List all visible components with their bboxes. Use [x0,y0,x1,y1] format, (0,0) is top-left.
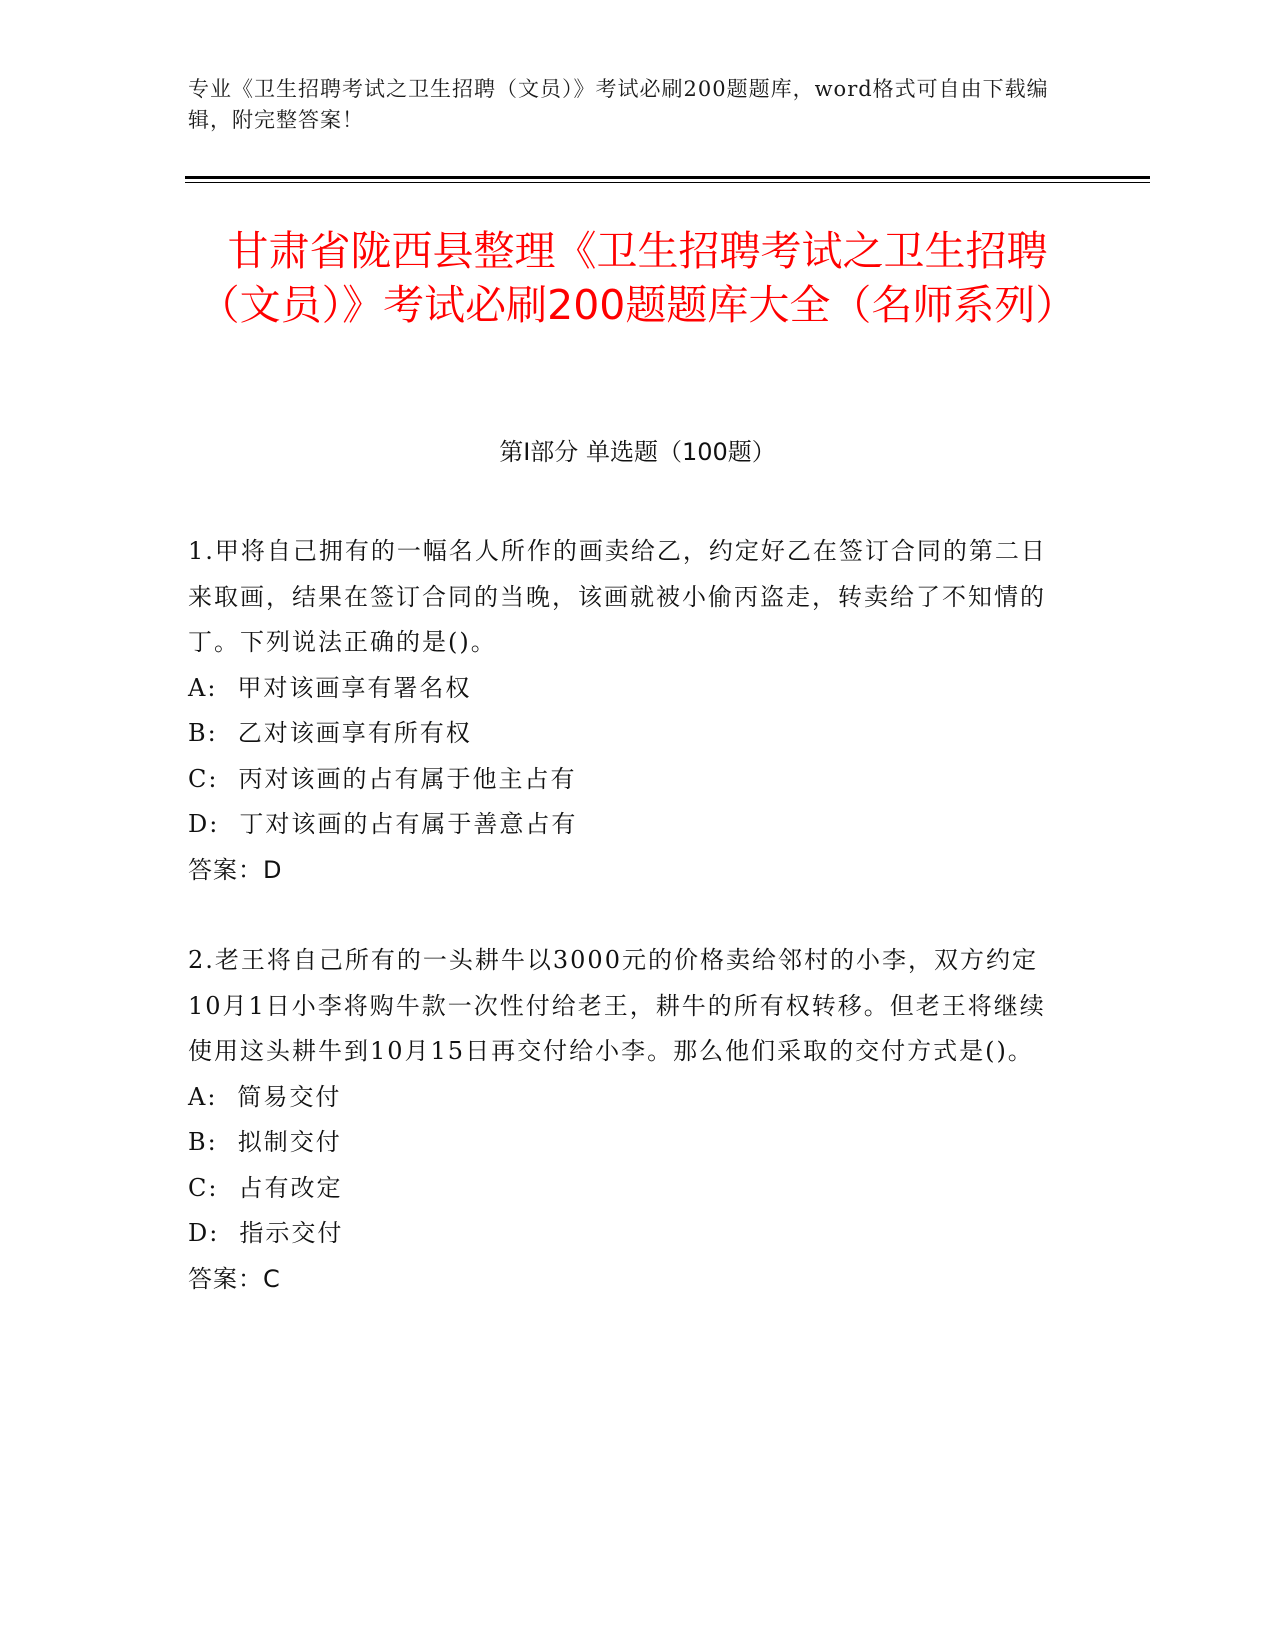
document-title: 甘肃省陇西县整理《卫生招聘考试之卫生招聘（文员）》考试必刷200题题库大全（名师系列） [198,227,1077,329]
option-text: 指示交付 [239,1219,344,1247]
header-divider-thin [185,182,1150,183]
option-text: 丁对该画的占有属于善意占有 [239,810,578,838]
option-key: B: [188,719,218,747]
option-a [188,666,1068,712]
option-text: 乙对该画享有所有权 [237,719,472,747]
option-b [188,1120,1068,1166]
option-key: D: [188,810,220,838]
answer: 答案：D [188,855,283,884]
option-text: 占有改定 [238,1173,343,1202]
option-c [188,1166,1068,1212]
option-key: A: [188,673,218,702]
option-key: B: [188,1128,218,1156]
option-key: D: [188,1219,220,1247]
question-stem: 2.老王将自己所有的一头耕牛以3000元的价格卖给邻村的小李，双方约定10月1日小李将购牛款一次性付给老王，耕牛的所有权转移。但老王将继续使用这头耕牛到10月15日再交付给小李。那么他们采取的交付方式是()。 [188,946,1046,1065]
option-key: A: [188,1082,218,1111]
option-key: C: [188,1173,219,1202]
question-1 [188,529,1068,893]
question-stem: 1.甲将自己拥有的一幅名人所作的画卖给乙，约定好乙在签订合同的第二日来取画，结果在签订合同的当晚，该画就被小偷丙盗走，转卖给了不知情的丁。下列说法正确的是()。 [188,537,1047,656]
option-b [188,711,1068,757]
question-2 [188,938,1068,1302]
option-text: 拟制交付 [237,1128,342,1156]
option-a [188,1075,1068,1121]
option-text: 丙对该画的占有属于他主占有 [238,764,577,793]
option-d [188,1211,1068,1257]
section-heading: 第I部分 单选题（100题） [499,438,776,466]
option-c [188,757,1068,803]
header-note: 专业《卫生招聘考试之卫生招聘（文员）》考试必刷200题题库，word格式可自由下载编辑，附完整答案！ [188,77,1049,132]
header-divider-thick [185,176,1150,179]
option-text: 简易交付 [237,1082,342,1111]
option-key: C: [188,764,219,793]
answer: 答案：C [188,1264,281,1293]
option-text: 甲对该画享有署名权 [237,673,472,702]
option-d [188,802,1068,848]
